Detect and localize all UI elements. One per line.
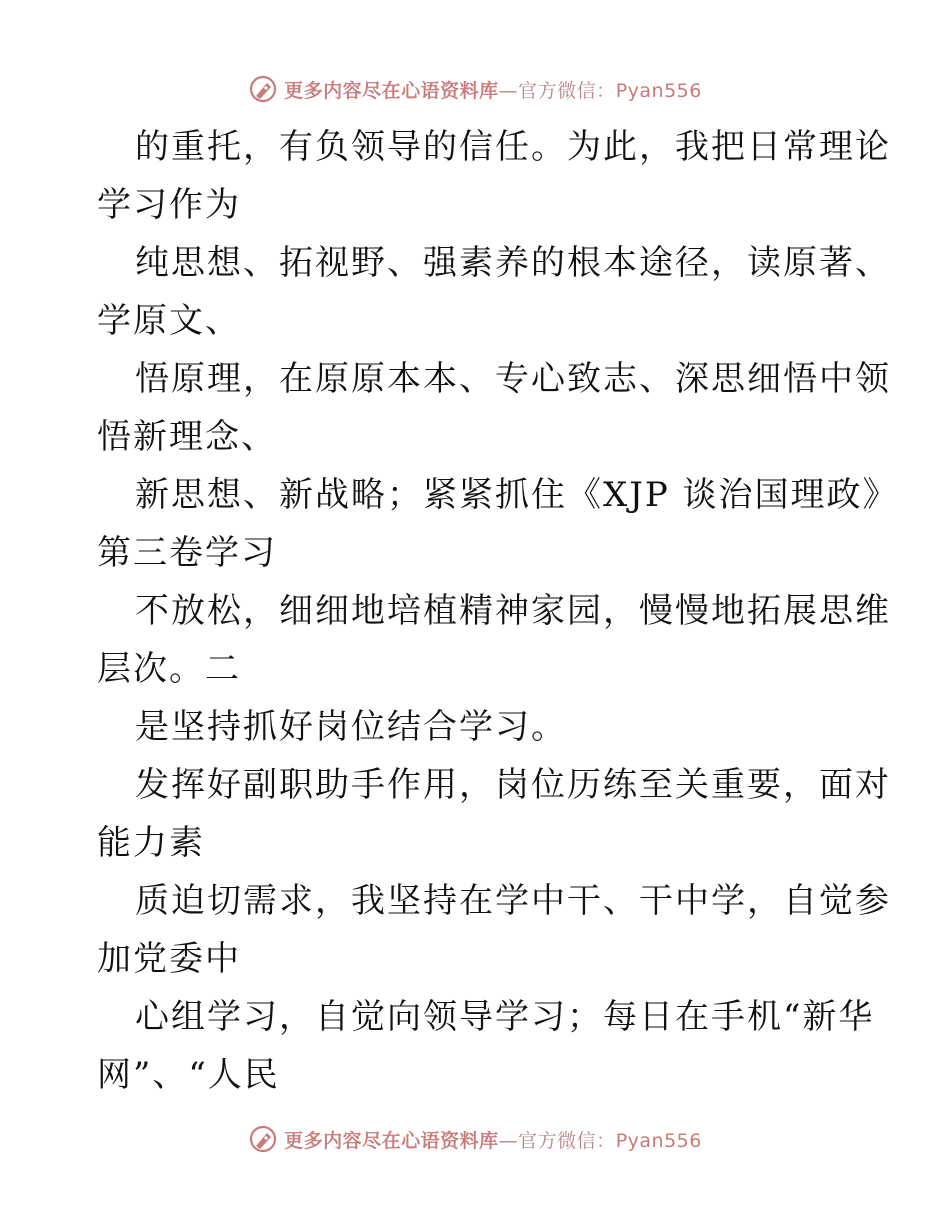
text-line: 不放松，细细地培植精神家园，慢慢地拓展思维 bbox=[135, 591, 891, 631]
text-line: 悟原理，在原原本本、专心致志、深思细悟中领 bbox=[135, 359, 891, 399]
text-line: 发挥好副职助手作用，岗位历练至关重要，面对 bbox=[135, 765, 891, 805]
text-line: 心组学习，自觉向领导学习；每日在手机“新华 bbox=[135, 997, 875, 1037]
text-line: 层次。二 bbox=[97, 649, 241, 689]
text-line: 纯思想、拓视野、强素养的根本途径，读原著、 bbox=[135, 243, 891, 283]
document-body bbox=[97, 118, 899, 1104]
watermark-wechat-id: Pyan556 bbox=[615, 1129, 702, 1152]
text-line: 第三卷学习 bbox=[97, 533, 277, 573]
watermark-separator: —官方微信： bbox=[498, 79, 616, 102]
footer-watermark bbox=[0, 1122, 950, 1156]
text-line: 新思想、新战略；紧紧抓住《XJP 谈治国理政》 bbox=[135, 475, 899, 515]
text-line: 网”、“人民 bbox=[97, 1055, 280, 1095]
watermark-main-text: 更多内容尽在心语资料库 bbox=[284, 79, 499, 102]
text-line: 的重托，有负领导的信任。为此，我把日常理论 bbox=[135, 127, 891, 167]
text-line: 学习作为 bbox=[97, 185, 241, 225]
watermark-main-text: 更多内容尽在心语资料库 bbox=[284, 1129, 499, 1152]
text-line: 质迫切需求，我坚持在学中干、干中学，自觉参 bbox=[135, 881, 891, 921]
pen-nib-circle-icon bbox=[248, 74, 278, 104]
watermark-wechat-id: Pyan556 bbox=[615, 79, 702, 102]
watermark-separator: —官方微信： bbox=[498, 1129, 616, 1152]
header-watermark bbox=[0, 72, 950, 106]
text-line: 能力素 bbox=[97, 823, 205, 863]
text-line: 是坚持抓好岗位结合学习。 bbox=[135, 707, 567, 747]
text-line: 学原文、 bbox=[97, 301, 241, 341]
text-line: 加党委中 bbox=[97, 939, 241, 979]
pen-nib-circle-icon bbox=[248, 1124, 278, 1154]
text-line: 悟新理念、 bbox=[97, 417, 277, 457]
